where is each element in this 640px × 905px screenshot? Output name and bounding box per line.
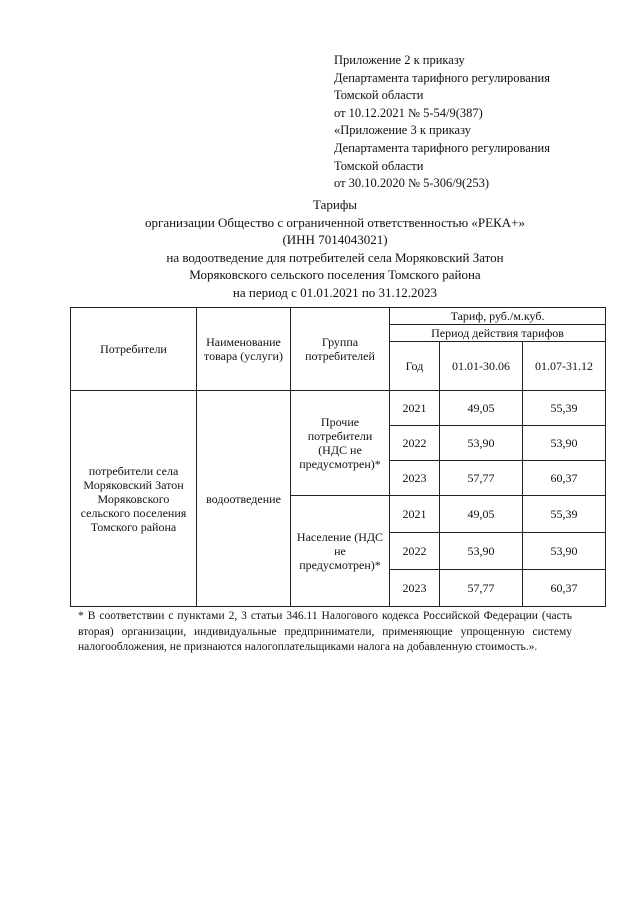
- table-row: [71, 391, 606, 426]
- tariff-h2-cell: 53,90: [523, 426, 606, 461]
- year-cell: 2021: [390, 391, 440, 426]
- title-line: Моряковского сельского поселения Томского района: [189, 267, 481, 283]
- tariff-h1-cell: 57,77: [440, 461, 523, 496]
- product-cell: водоотведение: [197, 391, 291, 607]
- header-line: «Приложение 3 к приказу: [334, 123, 472, 138]
- tariff-h1-cell: 57,77: [440, 570, 523, 607]
- year-cell: 2022: [390, 426, 440, 461]
- year-cell: 2022: [390, 533, 440, 570]
- order-header: [334, 52, 624, 193]
- tariff-h2-cell: 55,39: [523, 496, 606, 533]
- header-period: Период действия тарифов: [390, 325, 606, 342]
- header-line: Приложение 2 к приказу: [334, 53, 465, 67]
- header-line: Департамента тарифного регулирования: [334, 140, 550, 155]
- header-line: Томской области: [334, 158, 424, 173]
- tariff-h1-cell: 49,05: [440, 496, 523, 533]
- year-cell: 2023: [390, 570, 440, 607]
- document-title: [40, 196, 630, 302]
- header-tariff: Тариф, руб./м.куб.: [390, 308, 606, 325]
- footnote: * В соответствии с пунктами 2, 3 статьи 346.11 Налогового кодекса Российской Федерации (часть вторая) организации, индивидуальные предприниматели, применяющие упрощенную систему налогообложения, не признаются налогоплательщиками налога на добавленную стоимость.».: [78, 610, 572, 654]
- header-line: Томской области: [334, 88, 424, 103]
- year-cell: 2023: [390, 461, 440, 496]
- year-cell: 2021: [390, 496, 440, 533]
- header-line: Департамента тарифного регулирования: [334, 70, 550, 85]
- tariff-h1-cell: 53,90: [440, 426, 523, 461]
- header-line: от 10.12.2021 № 5-54/9(387): [334, 105, 483, 120]
- tariff-table: [70, 307, 606, 607]
- header-group: Группа потребителей: [291, 308, 390, 391]
- tariff-h1-cell: 53,90: [440, 533, 523, 570]
- title-line: Тарифы: [312, 197, 357, 212]
- header-year: Год: [390, 342, 440, 391]
- tariff-h2-cell: 60,37: [523, 570, 606, 607]
- title-line: (ИНН 7014043021): [282, 232, 388, 248]
- title-line: на период с 01.01.2021 по 31.12.2023: [232, 284, 438, 300]
- table-header-row: [71, 308, 606, 325]
- title-line: на водоотведение для потребителей села Моряковский Затон: [166, 249, 504, 265]
- tariff-h1-cell: 49,05: [440, 391, 523, 426]
- consumers-cell: потребители села Моряковский Затон Моряковского сельского поселения Томского района: [71, 391, 197, 607]
- group-cell: Население (НДС не предусмотрен)*: [291, 496, 390, 607]
- header-line: от 30.10.2020 № 5-306/9(253): [334, 176, 490, 191]
- header-product: Наименование товара (услуги): [197, 308, 291, 391]
- header-consumers: Потребители: [71, 308, 197, 391]
- title-line: организации Общество с ограниченной ответственностью «РЕКА+»: [145, 214, 525, 230]
- tariff-h2-cell: 55,39: [523, 391, 606, 426]
- tariff-h2-cell: 60,37: [523, 461, 606, 496]
- group-cell: Прочие потребители (НДС не предусмотрен)*: [291, 391, 390, 496]
- header-second-half: 01.07-31.12: [523, 342, 606, 391]
- header-first-half: 01.01-30.06: [440, 342, 523, 391]
- tariff-h2-cell: 53,90: [523, 533, 606, 570]
